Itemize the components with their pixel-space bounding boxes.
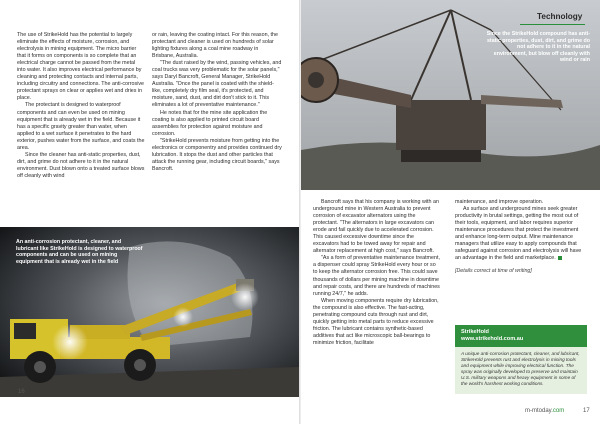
- paragraph: "StrikeHold prevents moisture from getting into the electronics or componentry and provides continued dry lubrication. It stops the dust and other particles that attack the running gear, including circuit boards," says Bancroft.: [152, 137, 282, 172]
- right-photo-caption: Since the StrikeHold compound has anti-static properties, dust, dirt, and grime do not adhere to it in the natural environment, but blow off cleanly with wind or rain: [486, 31, 590, 64]
- paragraph: He notes that for the mine site application the coating is also applied to printed circuit board assemblies for protection against moisture and corrosion.: [152, 109, 268, 137]
- paragraph: or rain, leaving the coating intact. For this reason, the protectant and cleaner is used on hundreds of solar lighting fixtures along a coal mine roadway in Brisbane, Australia.: [152, 32, 278, 60]
- paragraph-text: As surface and underground mines seek greater productivity in brutal settings, getting the most out of their tools, equipment, and labor requires superior maintenance procedures that protect the investment and enhance long-term output. Mine maintenance managers that utilize easy to apply compounds that safeguard against corrosion and electrolysis will have an advantage in the field and marketplace.: [455, 206, 582, 262]
- paragraph: The protectant is designed to waterproof components and can even be used on mining equipment that is already wet in the field. Because it has a specific gravity greater than water, when applied to a wet surface it penetrates to the hard exterior, pushes water from the surface, and coats the area.: [17, 102, 145, 151]
- site-name: m-mtoday: [525, 408, 552, 414]
- paragraph: The use of StrikeHold has the potential to largely eliminate the effects of moisture, corrosion, and electrolysis in mining equipment. The micro barrier that it forms on components is so complete that an electrical charge cannot be passed from the metal into water. It also improves electrical performance by cleaning and protecting contacts and internal parts, including circuitry and connections. The anti-corrosive protectant sprays on clear or applies wet and dries in place.: [17, 32, 145, 102]
- paragraph: "As a form of preventative maintenance treatment, a dispenser could spray StrikeHold every hour or so to keep the alternator corrosion free. This could save thousands of dollars per mining machine in downtime and repair costs, and there are hundreds of machines running 24/7," he adds.: [313, 255, 440, 297]
- paragraph: Bancroft says that his company is working with an underground mine in Western Australia to prevent corrosion of excavator alternators using the protectant. "The alternators in large excavators can erode and fail quickly due to accelerated corrosion. This caused excessive downtime since the excavators had to be towed away for repair and alternator replacement at high cost," says Bancroft.: [313, 199, 439, 255]
- bucket-wheel-excavator-photo: [301, 0, 600, 190]
- company-name: StrikeHold: [461, 329, 489, 335]
- paragraph: "The dust raised by the wind, passing vehicles, and coal trucks was very problematic for the solar panels," says Daryl Bancroft, General Manager, StrikeHold Australia. "Once the panel is coated with the shield-like, completely dry film seal, it's protected, and moisture, sand, dust, and dirt don't stick to it. This eliminates a lot of preventative maintenance.": [152, 60, 282, 109]
- left-page-number: 16: [18, 389, 25, 395]
- paragraph: When moving components require dry lubrication, the compound is also effective. The fast-acting, penetrating compound cuts through rust and dirt, quickly getting into metal parts to reduce excessive friction. The lubricant contains synthetic-based additives that act like microscopic ball-bearings to minimize friction, facilitate: [313, 297, 439, 346]
- right-column-1: [313, 199, 441, 347]
- paragraph: Since the cleaner has anti-static properties, dust, dirt, and grime do not adhere to it in the natural environment. Dust blown onto a treated surface blows off cleanly with wind: [17, 151, 145, 179]
- section-title: Technology: [537, 12, 583, 21]
- site-tld: .com: [551, 408, 565, 414]
- right-column-2: [455, 199, 585, 262]
- section-rule: [520, 24, 585, 25]
- company-box-header: [455, 325, 587, 347]
- details-note: [Details correct at time of writing]: [455, 268, 532, 274]
- company-url-link[interactable]: www.strikehold.com.au: [461, 336, 524, 342]
- left-column-1: [17, 32, 145, 180]
- end-mark-icon: [558, 256, 562, 260]
- paragraph: [455, 206, 585, 262]
- left-column-2: [152, 32, 282, 173]
- site-footer: [525, 408, 564, 414]
- company-description: A unique anti-corrosion protectant, cleaner, and lubricant, StrikeHold prevents rust and electrolysis in mining tools and equipment while improving electrical function. The spray was originally developed to preserve and maintain U.S. military weapons and heavy equipment in some of the world's harshest working conditions.: [461, 351, 580, 387]
- right-page-number: 17: [583, 408, 590, 414]
- paragraph: maintenance, and improve operation.: [455, 199, 544, 205]
- left-photo-caption: An anti-corrosion protectant, cleaner, and lubricant like StrikeHold is designed to waterproof components and can be used on mining equipment that is already wet in the field: [16, 239, 143, 266]
